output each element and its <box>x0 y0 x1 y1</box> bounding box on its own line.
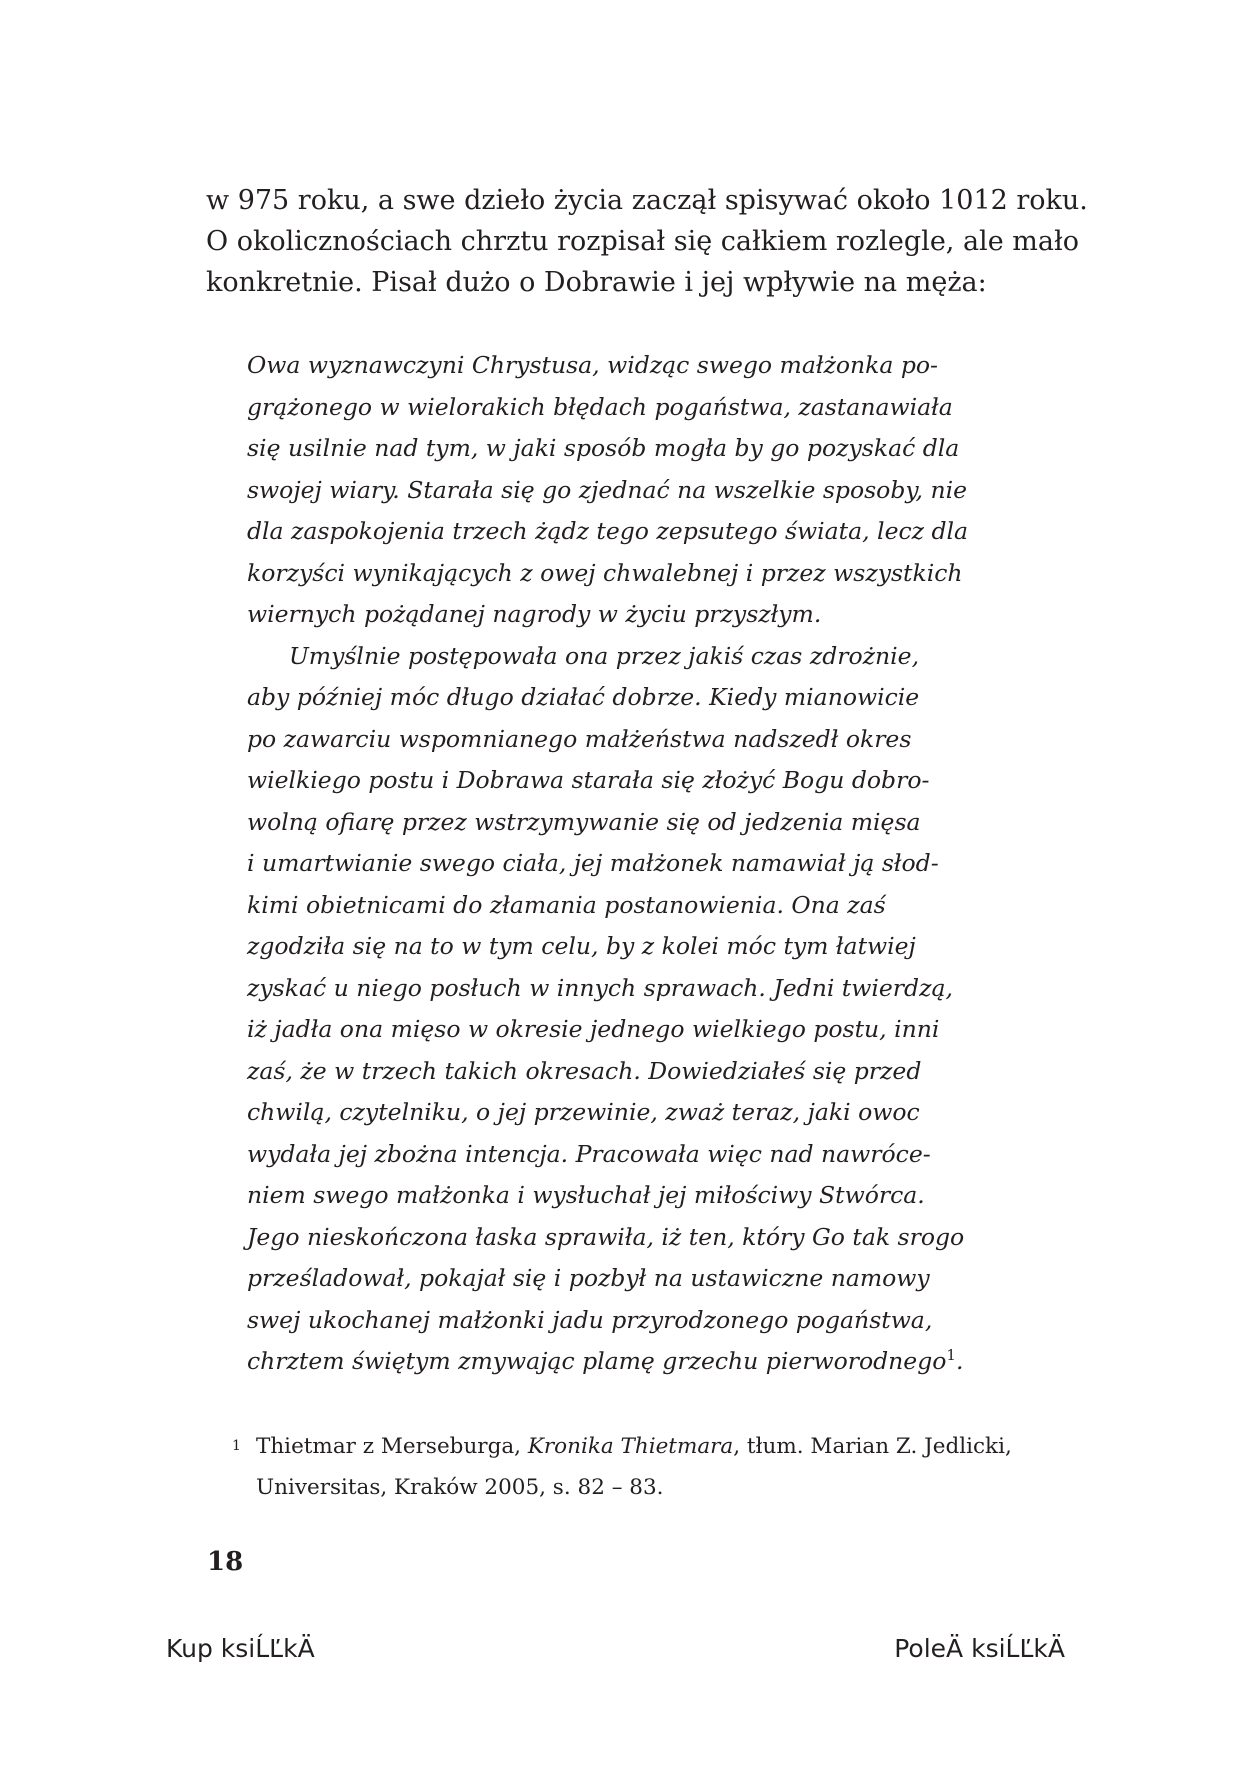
quote-line: Jego nieskończona łaska sprawiła, iż ten, który Go tak srogo <box>247 1222 965 1251</box>
footnote-line: Universitas, Kraków 2005, s. 82 – 83. <box>256 1475 664 1500</box>
quote-line: Umyślnie postępowała ona przez jakiś czas zdrożnie, <box>289 641 920 670</box>
quote-line: wiernych pożądanej nagrody w życiu przyszłym. <box>247 600 822 628</box>
quote-line: kimi obietnicami do złamania postanowienia. Ona zaś <box>247 890 886 919</box>
footnote-body <box>232 1426 1012 1508</box>
footnote <box>232 1426 1012 1508</box>
buy-book-link[interactable]: Kup ksiĹĽkÄ <box>166 1634 315 1663</box>
quote-line: Owa wyznawczyni Chrystusa, widząc swego małżonka po- <box>247 351 938 379</box>
quote-line: wydała jej zbożna intencja. Pracowała więc nad nawróce- <box>247 1139 931 1168</box>
quote-last-text: chrztem świętym zmywając plamę grzechu pierworodnego <box>247 1347 947 1375</box>
quote-line: chwilą, czytelniku, o jej przewinie, zważ teraz, jaki owoc <box>247 1098 920 1126</box>
quote-line: korzyści wynikających z owej chwalebnej i przez wszystkich <box>247 558 963 587</box>
body-line: konkretnie. Pisał dużo o Dobrawie i jej wpływie na męża: <box>206 267 987 298</box>
quote-line: niem swego małżonka i wysłuchał jej miłościwy Stwórca. <box>247 1181 925 1209</box>
page-number: 18 <box>207 1547 244 1577</box>
quote-last-line <box>247 1341 964 1383</box>
footnote-number: 1 <box>232 1438 241 1454</box>
quote-line: iż jadła ona mięso w okresie jednego wielkiego postu, inni <box>247 1015 940 1043</box>
quote-line: prześladował, pokajał się i pozbył na ustawiczne namowy <box>247 1264 930 1292</box>
footnote-author: Thietmar z Merseburga, <box>256 1434 528 1459</box>
quote-line: się usilnie nad tym, w jaki sposób mogła by go pozyskać dla <box>247 434 960 462</box>
footnote-rest: , tłum. Marian Z. Jedlicki, <box>733 1434 1012 1459</box>
quote-line: wielkiego postu i Dobrawa starała się złożyć Bogu dobro- <box>247 766 930 794</box>
footnote-reference[interactable]: 1 <box>946 1346 956 1365</box>
quote-line: swej ukochanej małżonki jadu przyrodzonego pogaństwa, <box>247 1305 933 1334</box>
quote-line: aby później móc długo działać dobrze. Kiedy mianowicie <box>247 683 920 711</box>
quote-line: i umartwianie swego ciała, jej małżonek namawiał ją słod- <box>247 849 939 877</box>
footnote-title: Kronika Thietmara <box>527 1434 734 1459</box>
quote-line: zyskać u niego posłuch w innych sprawach. Jedni twierdzą, <box>247 973 953 1002</box>
quote-line: wolną ofiarę przez wstrzymywanie się od jedzenia mięsa <box>247 807 921 836</box>
footnote-line <box>256 1426 1012 1467</box>
quote-line: grążonego w wielorakich błędach pogaństwa, zastanawiała <box>247 392 953 421</box>
quote-line: swojej wiary. Starała się go zjednać na wszelkie sposoby, nie <box>247 475 968 504</box>
block-quote <box>247 345 969 1383</box>
body-line: w 975 roku, a swe dzieło życia zaczął spisywać około 1012 roku. <box>206 185 1088 216</box>
quote-last-punct: . <box>955 1347 964 1375</box>
quote-line: po zawarciu wspomnianego małżeństwa nadszedł okres <box>247 724 912 753</box>
quote-line: zaś, że w trzech takich okresach. Dowiedziałeś się przed <box>247 1056 922 1085</box>
quote-line: dla zaspokojenia trzech żądz tego zepsutego świata, lecz dla <box>247 517 969 545</box>
quote-line: zgodziła się na to w tym celu, by z kolei móc tym łatwiej <box>247 932 916 960</box>
recommend-book-link[interactable]: PoleÄ ksiĹĽkÄ <box>894 1634 1065 1663</box>
body-line: O okolicznościach chrztu rozpisał się całkiem rozlegle, ale mało <box>206 226 1079 257</box>
body-text <box>206 180 1088 303</box>
